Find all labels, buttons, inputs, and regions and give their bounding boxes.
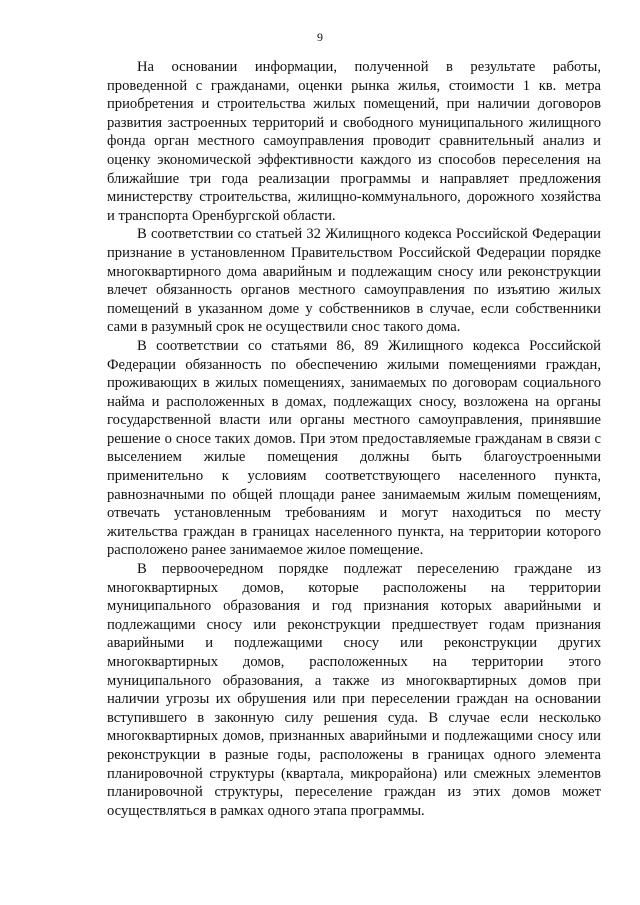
paragraph-articles-86-89: В соответствии со статьями 86, 89 Жилищного кодекса Российской Федерации обязанность по обеспечению жилыми помещениями граждан, проживающих в жилых помещениях, занимаемых по договорам социального найма и расположенных в домах, подлежащих сносу, возложена на органы государственной власти или органы местного самоуправления, принявшие решение о сносе таких домов. При этом предоставляемые гражданам в связи с выселением жилые помещения должны быть благоустроенными применительно к условиям соответствующего населенного пункта, равнозначными по общей площади ранее занимаемым жилым помещениям, отвечать установленным требованиям и могут находиться по месту жительства граждан в границах населенного пункта, на территории которого расположено ранее занимаемое жилое помещение. xyxy=(107,337,601,559)
paragraph-article-32: В соответствии со статьей 32 Жилищного кодекса Российской Федерации признание в установленном Правительством Российской Федерации порядке многоквартирного дома аварийным и подлежащим сносу или реконструкции влечет обязанность органов местного самоуправления по изъятию жилых помещений в указанном доме у собственников в случае, если собственники сами в разумный срок не осуществили снос такого дома. xyxy=(107,226,601,336)
paragraph-resettlement-analysis: На основании информации, полученной в результате работы, проведенной с гражданами, оценки рынка жилья, стоимости 1 кв. метра приобретения и строительства жилых помещений, при наличии договоров развития застроенных территорий и свободного муниципального жилищного фонда орган местного самоуправления проводит сравнительный анализ и оценку экономической эффективности каждого из способов переселения на ближайшие три года реализации программы и направляет предложения министерству строительства, жилищно-коммунального, дорожного хозяйства и транспорта Оренбургской области. xyxy=(107,59,601,224)
paragraph-priority-resettlement: В первоочередном порядке подлежат переселению граждане из многоквартирных домов, которые расположены на территории муниципального образования и год признания которых аварийными и подлежащими сносу или реконструкции предшествует годам признания аварийными и подлежащими сносу или реконструкции других многоквартирных домов, расположенных на территории этого муниципального образования, а также из многоквартирных домов при наличии угрозы их обрушения или при переселении граждан на основании вступившего в законную силу решения суда. В случае если несколько многоквартирных домов, признанных аварийными и подлежащими сносу или реконструкции в разные годы, расположены в границах одного элемента планировочной структуры (квартала, микрорайона) или смежных элементов планировочной структуры, переселение граждан из этих домов может осуществляться в рамках одного этапа программы. xyxy=(107,561,601,819)
page-number: 9 xyxy=(317,30,323,44)
document-body xyxy=(107,58,601,820)
